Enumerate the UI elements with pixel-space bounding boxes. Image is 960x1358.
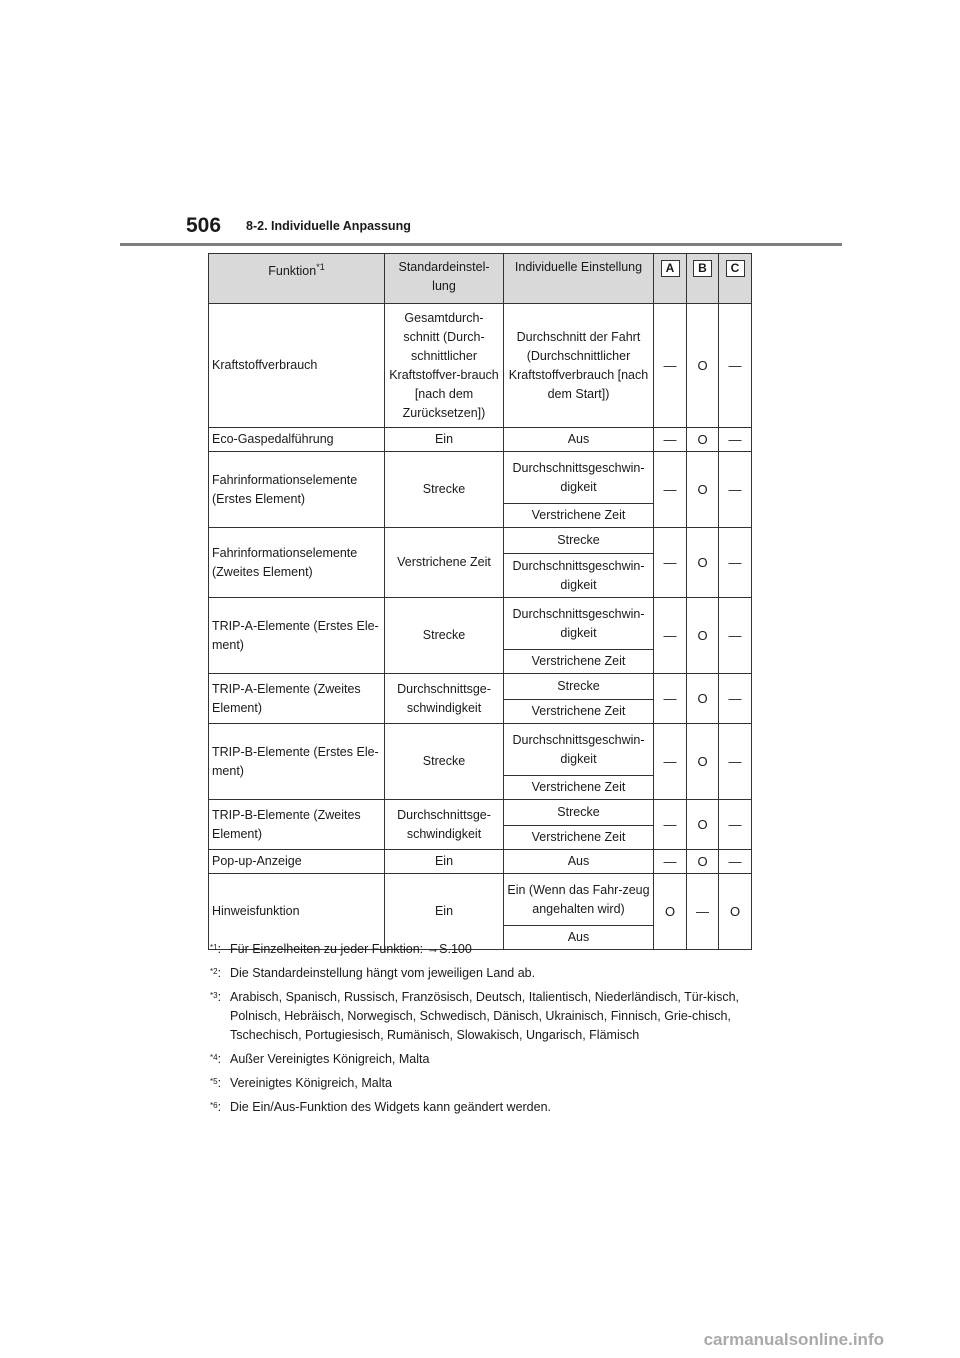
row-individual-option: Durchschnittsgeschwin-digkeit — [504, 598, 654, 650]
row-mark-a: — — [654, 850, 687, 874]
row-mark-c: — — [719, 850, 752, 874]
row-mark-b: O — [687, 598, 719, 674]
row-individual-option: Verstrichene Zeit — [504, 700, 654, 724]
row-mark-a: — — [654, 452, 687, 528]
row-standard: Ein — [385, 850, 504, 874]
footnote — [210, 1074, 770, 1093]
row-mark-a: — — [654, 674, 687, 724]
settings-table — [208, 253, 752, 950]
row-mark-a: — — [654, 724, 687, 800]
row-mark-c: — — [719, 528, 752, 598]
watermark: carmanualsonline.info — [703, 1330, 884, 1349]
table-row — [209, 304, 752, 428]
footnote-marker: *1 — [210, 943, 218, 952]
col-a-badge: A — [661, 260, 680, 277]
row-mark-a: — — [654, 528, 687, 598]
row-standard: Verstrichene Zeit — [385, 528, 504, 598]
row-individual-option: Durchschnittsgeschwin-digkeit — [504, 724, 654, 776]
row-function: Kraftstoffverbrauch — [209, 304, 385, 428]
row-standard: Ein — [385, 428, 504, 452]
row-mark-a: O — [654, 874, 687, 950]
header-col-c — [719, 254, 752, 304]
footnote — [210, 988, 770, 1045]
footnote-text: Arabisch, Spanisch, Russisch, Französisch, Deutsch, Italientisch, Niederländisch, Tür-kisch, Polnisch, Hebräisch, Norwegisch, Schwedisch, Dänisch, Ukrainisch, Finnisch, Grie-chisch, Tschechisch, Portugiesisch, Rumänisch, Slowakisch, Ungarisch, Flämisch — [230, 990, 740, 1042]
row-standard: Durchschnittsge-schwindigkeit — [385, 800, 504, 850]
row-individual-option: Aus — [504, 926, 654, 950]
row-individual-option: Verstrichene Zeit — [504, 826, 654, 850]
footnote — [210, 940, 770, 959]
row-individual-option: Verstrichene Zeit — [504, 504, 654, 528]
footnote-text: Außer Vereinigtes Königreich, Malta — [230, 1052, 430, 1066]
footnote-number: $^{*4}$: — [210, 1052, 222, 1066]
row-mark-c: O — [719, 874, 752, 950]
row-mark-c: — — [719, 674, 752, 724]
table-row — [209, 598, 752, 650]
header-standard: Standardeinstel-lung — [385, 254, 504, 304]
row-function: Pop-up-Anzeige — [209, 850, 385, 874]
header-individual: Individuelle Einstellung — [504, 254, 654, 304]
row-mark-b: O — [687, 850, 719, 874]
row-mark-b: O — [687, 452, 719, 528]
header-col-b — [687, 254, 719, 304]
row-mark-c: — — [719, 428, 752, 452]
row-mark-c: — — [719, 800, 752, 850]
row-mark-b: O — [687, 674, 719, 724]
row-mark-b: O — [687, 428, 719, 452]
footnote — [210, 1050, 770, 1069]
row-mark-a: — — [654, 428, 687, 452]
section-title: 8-2. Individuelle Anpassung — [246, 219, 411, 233]
col-c-badge: C — [726, 260, 745, 277]
footnote-text: Vereinigtes Königreich, Malta — [230, 1076, 392, 1090]
row-individual-option: Aus — [504, 850, 654, 874]
row-individual-option: Aus — [504, 428, 654, 452]
row-function: TRIP-B-Elemente (Erstes Ele-ment) — [209, 724, 385, 800]
row-standard: Durchschnittsge-schwindigkeit — [385, 674, 504, 724]
table-row — [209, 724, 752, 776]
row-individual-option: Verstrichene Zeit — [504, 776, 654, 800]
footnote-number: $^{*6}$: — [210, 1100, 222, 1114]
row-mark-c: — — [719, 304, 752, 428]
row-function: Fahrinformationselemente (Erstes Element) — [209, 452, 385, 528]
page-number: 506 — [186, 214, 222, 237]
header-function: Funktion$^{*1}$ — [209, 254, 385, 304]
row-mark-b: O — [687, 528, 719, 598]
row-individual-option: Verstrichene Zeit — [504, 650, 654, 674]
row-individual-option: Strecke — [504, 528, 654, 554]
row-mark-b: O — [687, 724, 719, 800]
header-col-a — [654, 254, 687, 304]
row-function: Hinweisfunktion — [209, 874, 385, 950]
table-row — [209, 452, 752, 504]
footnote-ref: *1 — [316, 262, 325, 272]
table-body — [209, 304, 752, 950]
row-mark-a: — — [654, 304, 687, 428]
row-mark-c: — — [719, 452, 752, 528]
footnote-number: $^{*2}$: — [210, 966, 222, 980]
row-mark-a: — — [654, 800, 687, 850]
footnote-marker: *2 — [210, 967, 218, 976]
col-b-badge: B — [693, 260, 712, 277]
row-standard: Ein — [385, 874, 504, 950]
footnotes — [210, 940, 770, 1122]
footnote-text: Die Standardeinstellung hängt vom jeweiligen Land ab. — [230, 966, 536, 980]
footnote-number: $^{*5}$: — [210, 1076, 222, 1090]
row-function: TRIP-A-Elemente (Erstes Ele-ment) — [209, 598, 385, 674]
table-header-row — [209, 254, 752, 304]
table-row — [209, 850, 752, 874]
row-individual-option: Durchschnittsgeschwin-digkeit — [504, 554, 654, 598]
table-row — [209, 674, 752, 700]
row-mark-c: — — [719, 598, 752, 674]
table-row — [209, 874, 752, 926]
row-function: Eco-Gaspedalführung — [209, 428, 385, 452]
footnote — [210, 964, 770, 983]
footnote-marker: *5 — [210, 1077, 218, 1086]
footnote-number: $^{*1}$: — [210, 942, 222, 956]
footnote-marker: *6 — [210, 1101, 218, 1110]
row-individual-option: Durchschnitt der Fahrt (Durchschnittlicher Kraftstoffverbrauch [nach dem Start]) — [504, 304, 654, 428]
table-row — [209, 428, 752, 452]
row-standard: Strecke — [385, 598, 504, 674]
row-mark-c: — — [719, 724, 752, 800]
row-function: TRIP-B-Elemente (Zweites Element) — [209, 800, 385, 850]
row-mark-b: O — [687, 304, 719, 428]
footnote-marker: *4 — [210, 1053, 218, 1062]
row-function: Fahrinformationselemente (Zweites Element) — [209, 528, 385, 598]
footnote — [210, 1098, 770, 1117]
table-row — [209, 800, 752, 826]
row-individual-option: Strecke — [504, 674, 654, 700]
header-divider — [120, 243, 842, 246]
row-standard: Gesamtdurch-schnitt (Durch-schnittlicher Kraftstoffver-brauch [nach dem Zurücksetzen]) — [385, 304, 504, 428]
row-individual-option: Strecke — [504, 800, 654, 826]
row-mark-b: — — [687, 874, 719, 950]
footnote-text: Die Ein/Aus-Funktion des Widgets kann geändert werden. — [230, 1100, 552, 1114]
footnote-number: $^{*3}$: — [210, 990, 222, 1004]
row-individual-option: Durchschnittsgeschwin-digkeit — [504, 452, 654, 504]
footnote-text: Für Einzelheiten zu jeder Funktion: →S.100 — [230, 942, 472, 956]
row-standard: Strecke — [385, 452, 504, 528]
row-standard: Strecke — [385, 724, 504, 800]
footnote-marker: *3 — [210, 991, 218, 1000]
table-row — [209, 528, 752, 554]
row-mark-a: — — [654, 598, 687, 674]
row-mark-b: O — [687, 800, 719, 850]
row-function: TRIP-A-Elemente (Zweites Element) — [209, 674, 385, 724]
row-individual-option: Ein (Wenn das Fahr-zeug angehalten wird) — [504, 874, 654, 926]
